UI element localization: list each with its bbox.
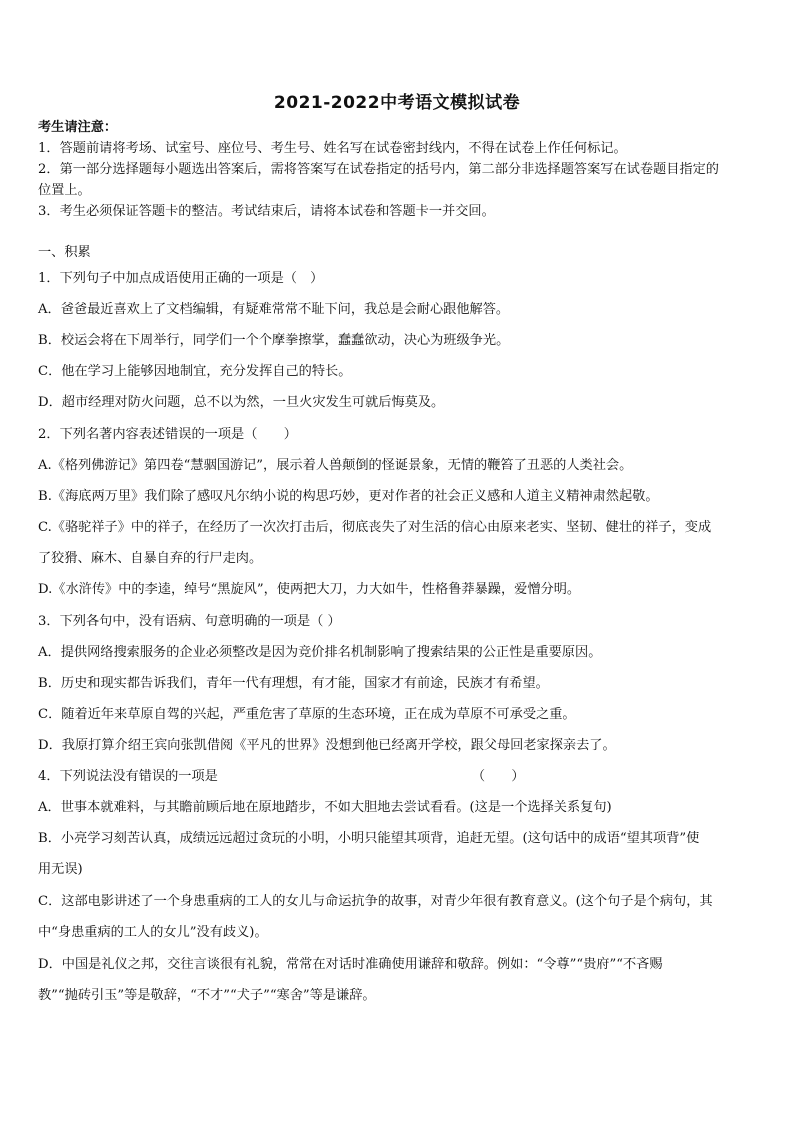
notice-heading: 考生请注意： xyxy=(38,120,118,135)
q4-option-d: D．中国是礼仪之邦，交往言谈很有礼貌，常常在对话时准确使用谦辞和敬辞。例如：“令尊”“贵府”“不吝赐 xyxy=(38,957,663,972)
q4-option-d-cont: 教”“抛砖引玉”等是敬辞，“不才”“犬子”“寒舍”等是谦辞。 xyxy=(38,988,376,1003)
notice-item-3: 3．考生必须保证答题卡的整洁。考试结束后，请将本试卷和答题卡一并交回。 xyxy=(38,204,495,219)
q1-option-d: D．超市经理对防火问题，总不以为然，一旦火灾发生可就后悔莫及。 xyxy=(38,395,445,410)
exam-title: 2021-2022中考语文模拟试卷 xyxy=(273,93,521,113)
q4-option-c-cont: 中“身患重病的工人的女儿”没有歧义)。 xyxy=(38,925,268,940)
notice-item-1: 1．答题前请将考场、试室号、座位号、考生号、姓名写在试卷密封线内，不得在试卷上作任何标记。 xyxy=(38,141,627,156)
q1-option-c: C．他在学习上能够因地制宜，充分发挥自己的特长。 xyxy=(38,364,352,379)
q4-option-b-cont: 用无误) xyxy=(38,862,83,877)
q2-option-a: A.《格列佛游记》第四卷“慧骃国游记”，展示着人兽颠倒的怪诞景象，无情的鞭笞了丑恶的人类社会。 xyxy=(38,458,633,473)
q3-option-c: C．随着近年来草原自驾的兴起，严重危害了草原的生态环境，正在成为草原不可承受之重。 xyxy=(38,707,576,722)
q4-option-c: C．这部电影讲述了一个身患重病的工人的女儿与命运抗争的故事，对青少年很有教育意义。(这个句子是个病句，其 xyxy=(38,894,713,909)
q4-option-b: B．小亮学习刻苦认真，成绩远远超过贪玩的小明，小明只能望其项背，追赶无望。(这句话中的成语“望其项背”使 xyxy=(38,831,700,846)
q2-option-d: D.《水浒传》中的李逵，绰号“黑旋风”，使两把大刀，力大如牛，性格鲁莽暴躁，爱憎分明。 xyxy=(38,582,581,597)
q3-option-a: A．提供网络搜索服务的企业必须整改是因为竞价排名机制影响了搜索结果的公正性是重要原因。 xyxy=(38,645,602,660)
section-heading: 一、积累 xyxy=(38,245,91,260)
q4-answer-paren: （ ） xyxy=(471,769,525,784)
q1-option-b: B．校运会将在下周举行，同学们一个个摩拳擦掌，蠢蠢欲动，决心为班级争光。 xyxy=(38,333,510,348)
q2-option-c-cont: 了狡猾、麻木、自暴自弃的行尸走肉。 xyxy=(38,551,263,566)
q4-option-a: A．世事本就难料，与其瞻前顾后地在原地踏步，不如大胆地去尝试看看。(这是一个选择关系复句) xyxy=(38,800,612,815)
q3-option-d: D．我原打算介绍王宾向张凯借阅《平凡的世界》没想到他已经离开学校，跟父母回老家探亲去了。 xyxy=(38,738,616,753)
q3-option-b: B．历史和现实都告诉我们，青年一代有理想，有才能，国家才有前途，民族才有希望。 xyxy=(38,676,549,691)
q1-option-a: A．爸爸最近喜欢上了文档编辑，有疑难常常不耻下问，我总是会耐心跟他解答。 xyxy=(38,302,510,317)
q2-option-b: B.《海底两万里》我们除了感叹凡尔纳小说的构思巧妙，更对作者的社会正义感和人道主义精神肃然起敬。 xyxy=(38,489,659,504)
q2-option-c: C.《骆驼祥子》中的祥子，在经历了一次次打击后，彻底丧失了对生活的信心由原来老实、坚韧、健壮的祥子，变成 xyxy=(38,520,712,535)
notice-item-2: 2．第一部分选择题每小题选出答案后，需将答案写在试卷指定的括号内，第二部分非选择题答案写在试卷题目指定的 xyxy=(38,162,719,177)
notice-item-2-cont: 位置上。 xyxy=(38,183,91,198)
q4-stem-text: 4．下列说法没有错误的一项是 xyxy=(38,769,218,784)
question-2-stem: 2．下列名著内容表述错误的一项是（ ） xyxy=(38,427,297,442)
question-1-stem: 1．下列句子中加点成语使用正确的一项是（ ） xyxy=(38,271,324,286)
question-3-stem: 3．下列各句中，没有语病、句意明确的一项是（ ） xyxy=(38,614,341,629)
question-4-stem xyxy=(38,768,758,786)
